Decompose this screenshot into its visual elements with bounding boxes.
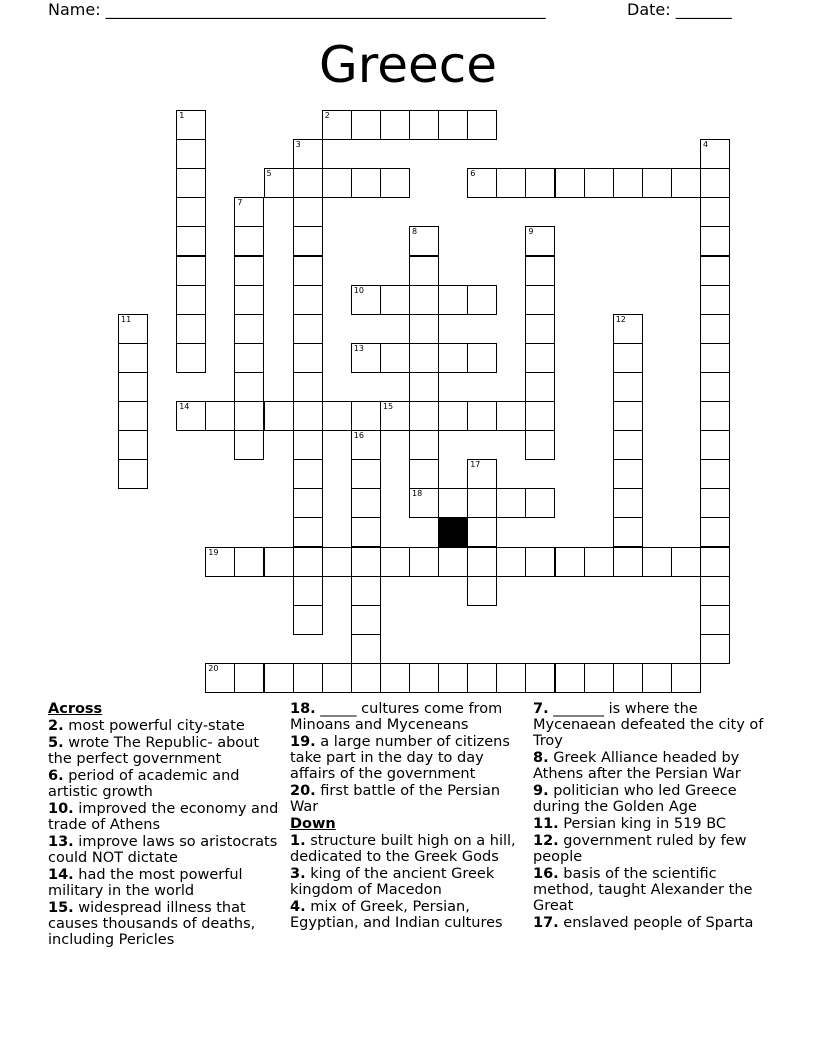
grid-cell[interactable] bbox=[642, 547, 672, 577]
grid-cell[interactable] bbox=[613, 430, 643, 460]
grid-cell[interactable] bbox=[234, 663, 264, 693]
grid-cell[interactable] bbox=[525, 663, 555, 693]
clue-number: 10. bbox=[48, 801, 74, 817]
date-field-line: Date: _______ bbox=[627, 0, 732, 19]
page-title: Greece bbox=[319, 36, 497, 94]
down-clue bbox=[290, 833, 522, 865]
clue-text: improved the economy and trade of Athens bbox=[48, 801, 279, 833]
across-heading: Across bbox=[48, 701, 103, 717]
grid-cell[interactable] bbox=[293, 459, 323, 489]
grid-cell[interactable] bbox=[176, 226, 206, 256]
grid-cell[interactable] bbox=[176, 343, 206, 373]
grid-cell[interactable] bbox=[351, 634, 381, 664]
across-clue bbox=[48, 718, 280, 734]
grid-cell[interactable] bbox=[351, 285, 381, 315]
grid-cell[interactable] bbox=[351, 110, 381, 140]
cell-number: 20 bbox=[208, 663, 219, 673]
grid-cell[interactable] bbox=[351, 576, 381, 606]
grid-cell[interactable] bbox=[409, 401, 439, 431]
cell-number: 15 bbox=[382, 402, 394, 411]
grid-cell[interactable] bbox=[322, 110, 352, 140]
grid-cell[interactable] bbox=[176, 139, 206, 169]
grid-cell[interactable] bbox=[467, 547, 497, 577]
cell-number: 12 bbox=[615, 314, 626, 324]
clue-text: widespread illness that causes thousands of deaths, including Pericles bbox=[48, 900, 256, 948]
grid-cell[interactable] bbox=[234, 285, 264, 315]
clue-text: period of academic and artistic growth bbox=[48, 768, 240, 800]
grid-cell[interactable] bbox=[234, 197, 264, 227]
grid-cell[interactable] bbox=[555, 547, 585, 577]
clue-number: 14. bbox=[48, 867, 74, 883]
grid-cell[interactable] bbox=[642, 168, 672, 198]
grid-cell[interactable] bbox=[700, 430, 730, 460]
grid-cell[interactable] bbox=[467, 663, 497, 693]
grid-cell[interactable] bbox=[700, 372, 730, 402]
grid-cell[interactable] bbox=[293, 430, 323, 460]
grid-cell[interactable] bbox=[613, 372, 643, 402]
across-clue bbox=[48, 735, 280, 767]
clues-column-3 bbox=[533, 701, 778, 932]
cell-number: 4 bbox=[703, 140, 709, 150]
grid-cell[interactable] bbox=[409, 547, 439, 577]
clue-number: 6. bbox=[48, 768, 64, 784]
grid-cell[interactable] bbox=[700, 517, 730, 547]
grid-cell[interactable] bbox=[525, 401, 555, 431]
grid-cell[interactable] bbox=[409, 285, 439, 315]
grid-cell[interactable] bbox=[613, 401, 643, 431]
grid-cell[interactable] bbox=[700, 634, 730, 664]
grid-cell[interactable] bbox=[496, 663, 526, 693]
clue-text: government ruled by few people bbox=[533, 833, 747, 865]
grid-cell[interactable] bbox=[176, 197, 206, 227]
grid-cell[interactable] bbox=[700, 168, 730, 198]
grid-cell[interactable] bbox=[293, 488, 323, 518]
cell-number: 9 bbox=[528, 227, 534, 237]
grid-cell[interactable] bbox=[496, 168, 526, 198]
grid-cell[interactable] bbox=[700, 576, 730, 606]
grid-cell[interactable] bbox=[409, 256, 439, 286]
grid-cell[interactable] bbox=[671, 168, 701, 198]
grid-cell[interactable] bbox=[555, 663, 585, 693]
grid-cell[interactable] bbox=[293, 285, 323, 315]
across-clue bbox=[48, 801, 280, 833]
clue-text: _____ cultures come from Minoans and Myceneans bbox=[290, 701, 503, 733]
grid-cell[interactable] bbox=[555, 168, 585, 198]
grid-cell[interactable] bbox=[409, 110, 439, 140]
grid-cell[interactable] bbox=[700, 197, 730, 227]
grid-cell[interactable] bbox=[293, 401, 323, 431]
grid-cell[interactable] bbox=[671, 663, 701, 693]
grid-cell[interactable] bbox=[467, 459, 497, 489]
grid-cell[interactable] bbox=[409, 372, 439, 402]
cell-number: 13 bbox=[353, 343, 364, 353]
grid-cell[interactable] bbox=[438, 663, 468, 693]
grid-cell[interactable] bbox=[118, 401, 148, 431]
grid-cell[interactable] bbox=[438, 547, 468, 577]
clue-number: 19. bbox=[290, 734, 316, 750]
grid-cell[interactable] bbox=[322, 547, 352, 577]
grid-cell[interactable] bbox=[671, 547, 701, 577]
grid-cell[interactable] bbox=[176, 285, 206, 315]
clue-text: king of the ancient Greek kingdom of Macedon bbox=[290, 866, 495, 898]
grid-cell[interactable] bbox=[351, 517, 381, 547]
grid-cell[interactable] bbox=[264, 547, 294, 577]
clue-text: improve laws so aristocrats could NOT dictate bbox=[48, 834, 278, 866]
grid-cell[interactable] bbox=[700, 488, 730, 518]
clue-number: 12. bbox=[533, 833, 559, 849]
grid-cell[interactable] bbox=[467, 517, 497, 547]
grid-cell[interactable] bbox=[467, 168, 497, 198]
grid-cell[interactable] bbox=[293, 256, 323, 286]
grid-cell[interactable] bbox=[293, 168, 323, 198]
grid-cell[interactable] bbox=[293, 139, 323, 169]
clue-text: basis of the scientific method, taught Alexander the Great bbox=[533, 866, 753, 914]
down-heading: Down bbox=[290, 816, 336, 832]
grid-cell[interactable] bbox=[293, 226, 323, 256]
name-field-line: Name: _______________________________________________________ bbox=[48, 0, 546, 19]
grid-cell[interactable] bbox=[118, 314, 148, 344]
down-clue bbox=[533, 701, 778, 749]
grid-cell[interactable] bbox=[380, 285, 410, 315]
grid-cell[interactable] bbox=[380, 168, 410, 198]
grid-cell[interactable] bbox=[700, 605, 730, 635]
across-clue bbox=[48, 768, 280, 800]
cell-number: 3 bbox=[295, 140, 301, 150]
grid-cell[interactable] bbox=[700, 139, 730, 169]
grid-cell[interactable] bbox=[613, 168, 643, 198]
blocked-cell bbox=[438, 517, 468, 547]
cell-number: 11 bbox=[121, 314, 132, 324]
grid-cell[interactable] bbox=[438, 343, 468, 373]
across-clue bbox=[290, 783, 522, 815]
grid-cell[interactable] bbox=[409, 314, 439, 344]
clue-number: 2. bbox=[48, 718, 64, 734]
grid-cell[interactable] bbox=[351, 488, 381, 518]
grid-cell[interactable] bbox=[293, 314, 323, 344]
grid-cell[interactable] bbox=[467, 401, 497, 431]
grid-cell[interactable] bbox=[525, 285, 555, 315]
grid-cell[interactable] bbox=[409, 663, 439, 693]
clue-number: 20. bbox=[290, 783, 316, 799]
grid-cell[interactable] bbox=[525, 256, 555, 286]
down-clue bbox=[533, 783, 778, 815]
grid-cell[interactable] bbox=[467, 110, 497, 140]
clue-text: Persian king in 519 BC bbox=[558, 816, 727, 832]
grid-cell[interactable] bbox=[176, 314, 206, 344]
clue-text: most powerful city-state bbox=[63, 718, 245, 734]
clue-text: mix of Greek, Persian, Egyptian, and Indian cultures bbox=[290, 899, 503, 931]
across-clue bbox=[290, 701, 522, 733]
grid-cell[interactable] bbox=[351, 547, 381, 577]
grid-cell[interactable] bbox=[409, 430, 439, 460]
grid-cell[interactable] bbox=[351, 401, 381, 431]
clue-number: 11. bbox=[533, 816, 559, 832]
grid-cell[interactable] bbox=[205, 401, 235, 431]
grid-cell[interactable] bbox=[293, 547, 323, 577]
grid-cell[interactable] bbox=[351, 605, 381, 635]
grid-cell[interactable] bbox=[351, 168, 381, 198]
grid-cell[interactable] bbox=[584, 547, 614, 577]
across-clue bbox=[290, 734, 522, 782]
grid-cell[interactable] bbox=[525, 547, 555, 577]
grid-cell[interactable] bbox=[525, 430, 555, 460]
grid-cell[interactable] bbox=[700, 459, 730, 489]
grid-cell[interactable] bbox=[409, 343, 439, 373]
grid-cell[interactable] bbox=[293, 605, 323, 635]
grid-cell[interactable] bbox=[409, 488, 439, 518]
grid-cell[interactable] bbox=[380, 663, 410, 693]
grid-cell[interactable] bbox=[234, 547, 264, 577]
across-clue bbox=[48, 900, 280, 948]
grid-cell[interactable] bbox=[525, 168, 555, 198]
grid-cell[interactable] bbox=[467, 488, 497, 518]
grid-cell[interactable] bbox=[380, 547, 410, 577]
cell-number: 6 bbox=[470, 169, 476, 179]
grid-cell[interactable] bbox=[293, 197, 323, 227]
cell-number: 5 bbox=[266, 169, 272, 179]
cell-number: 17 bbox=[470, 460, 481, 470]
grid-cell[interactable] bbox=[293, 343, 323, 373]
grid-cell[interactable] bbox=[293, 576, 323, 606]
cell-number: 1 bbox=[179, 111, 185, 120]
clue-number: 5. bbox=[48, 735, 64, 751]
grid-cell[interactable] bbox=[438, 488, 468, 518]
grid-cell[interactable] bbox=[467, 343, 497, 373]
grid-cell[interactable] bbox=[700, 343, 730, 373]
clue-number: 3. bbox=[290, 866, 306, 882]
grid-cell[interactable] bbox=[322, 663, 352, 693]
grid-cell[interactable] bbox=[380, 401, 410, 431]
grid-cell[interactable] bbox=[467, 285, 497, 315]
grid-cell[interactable] bbox=[118, 459, 148, 489]
grid-cell[interactable] bbox=[584, 168, 614, 198]
cell-number: 8 bbox=[412, 227, 418, 237]
cell-number: 10 bbox=[353, 285, 364, 295]
down-clue bbox=[533, 915, 778, 931]
grid-cell[interactable] bbox=[205, 547, 235, 577]
clue-text: enslaved people of Sparta bbox=[558, 915, 754, 931]
clue-text: _______ is where the Mycenaean defeated the city of Troy bbox=[533, 701, 764, 749]
grid-cell[interactable] bbox=[293, 663, 323, 693]
cell-number: 19 bbox=[208, 547, 219, 557]
clue-text: had the most powerful military in the world bbox=[48, 867, 243, 899]
grid-cell[interactable] bbox=[525, 343, 555, 373]
grid-cell[interactable] bbox=[642, 663, 672, 693]
grid-cell[interactable] bbox=[118, 372, 148, 402]
clue-text: wrote The Republic- about the perfect government bbox=[48, 735, 260, 767]
grid-cell[interactable] bbox=[613, 488, 643, 518]
grid-cell[interactable] bbox=[380, 343, 410, 373]
down-clue bbox=[533, 833, 778, 865]
grid-cell[interactable] bbox=[438, 285, 468, 315]
clues-column-1 bbox=[48, 701, 280, 949]
grid-cell[interactable] bbox=[322, 168, 352, 198]
grid-cell[interactable] bbox=[176, 168, 206, 198]
cell-number: 16 bbox=[353, 431, 364, 441]
clue-text: a large number of citizens take part in the day to day affairs of the government bbox=[290, 734, 510, 782]
clue-number: 16. bbox=[533, 866, 559, 882]
grid-cell[interactable] bbox=[613, 663, 643, 693]
down-clue bbox=[290, 899, 522, 931]
grid-cell[interactable] bbox=[438, 110, 468, 140]
grid-cell[interactable] bbox=[438, 401, 468, 431]
down-clue bbox=[533, 750, 778, 782]
clue-text: structure built high on a hill, dedicated to the Greek Gods bbox=[290, 833, 516, 865]
clue-number: 9. bbox=[533, 783, 549, 799]
clues-column-2 bbox=[290, 701, 522, 932]
grid-cell[interactable] bbox=[700, 547, 730, 577]
grid-cell[interactable] bbox=[700, 256, 730, 286]
clue-number: 1. bbox=[290, 833, 306, 849]
grid-cell[interactable] bbox=[351, 343, 381, 373]
clue-number: 4. bbox=[290, 899, 306, 915]
cell-number: 18 bbox=[412, 489, 423, 499]
clue-number: 18. bbox=[290, 701, 316, 717]
grid-cell[interactable] bbox=[234, 314, 264, 344]
grid-cell[interactable] bbox=[525, 372, 555, 402]
grid-cell[interactable] bbox=[700, 314, 730, 344]
grid-cell[interactable] bbox=[234, 256, 264, 286]
grid-cell[interactable] bbox=[613, 314, 643, 344]
down-clue bbox=[290, 866, 522, 898]
grid-cell[interactable] bbox=[525, 488, 555, 518]
clue-number: 17. bbox=[533, 915, 559, 931]
clue-text: Greek Alliance headed by Athens after the Persian War bbox=[533, 750, 741, 782]
grid-cell[interactable] bbox=[525, 314, 555, 344]
grid-cell[interactable] bbox=[409, 226, 439, 256]
grid-cell[interactable] bbox=[496, 401, 526, 431]
grid-cell[interactable] bbox=[176, 256, 206, 286]
grid-cell[interactable] bbox=[234, 372, 264, 402]
clue-number: 13. bbox=[48, 834, 74, 850]
clue-text: first battle of the Persian War bbox=[290, 783, 501, 815]
grid-cell[interactable] bbox=[613, 547, 643, 577]
grid-cell[interactable] bbox=[118, 430, 148, 460]
grid-cell[interactable] bbox=[496, 488, 526, 518]
grid-cell[interactable] bbox=[351, 459, 381, 489]
across-clue bbox=[48, 867, 280, 899]
grid-cell[interactable] bbox=[264, 663, 294, 693]
grid-cell[interactable] bbox=[613, 517, 643, 547]
grid-cell[interactable] bbox=[264, 401, 294, 431]
grid-cell[interactable] bbox=[293, 372, 323, 402]
clue-number: 15. bbox=[48, 900, 74, 916]
cell-number: 7 bbox=[237, 198, 243, 208]
cell-number: 14 bbox=[179, 402, 190, 411]
cell-number: 2 bbox=[324, 111, 330, 120]
grid-cell[interactable] bbox=[293, 517, 323, 547]
grid-cell[interactable] bbox=[264, 168, 294, 198]
grid-cell[interactable] bbox=[234, 343, 264, 373]
grid-cell[interactable] bbox=[409, 459, 439, 489]
across-clue bbox=[48, 834, 280, 866]
grid-cell[interactable] bbox=[205, 663, 235, 693]
grid-cell[interactable] bbox=[234, 401, 264, 431]
grid-cell[interactable] bbox=[700, 226, 730, 256]
grid-cell[interactable] bbox=[613, 343, 643, 373]
grid-cell[interactable] bbox=[234, 430, 264, 460]
grid-cell[interactable] bbox=[351, 663, 381, 693]
grid-cell[interactable] bbox=[380, 110, 410, 140]
grid-cell[interactable] bbox=[467, 576, 497, 606]
down-clue bbox=[533, 866, 778, 914]
grid-cell[interactable] bbox=[176, 401, 206, 431]
grid-cell[interactable] bbox=[351, 430, 381, 460]
grid-cell[interactable] bbox=[322, 401, 352, 431]
grid-cell[interactable] bbox=[496, 547, 526, 577]
grid-cell[interactable] bbox=[613, 459, 643, 489]
grid-cell[interactable] bbox=[118, 343, 148, 373]
grid-cell[interactable] bbox=[176, 110, 206, 140]
grid-cell[interactable] bbox=[525, 226, 555, 256]
clue-text: politician who led Greece during the Golden Age bbox=[533, 783, 737, 815]
grid-cell[interactable] bbox=[700, 401, 730, 431]
clue-number: 7. bbox=[533, 701, 549, 717]
down-clue bbox=[533, 816, 778, 832]
grid-cell[interactable] bbox=[700, 285, 730, 315]
grid-cell[interactable] bbox=[234, 226, 264, 256]
grid-cell[interactable] bbox=[584, 663, 614, 693]
clue-number: 8. bbox=[533, 750, 549, 766]
